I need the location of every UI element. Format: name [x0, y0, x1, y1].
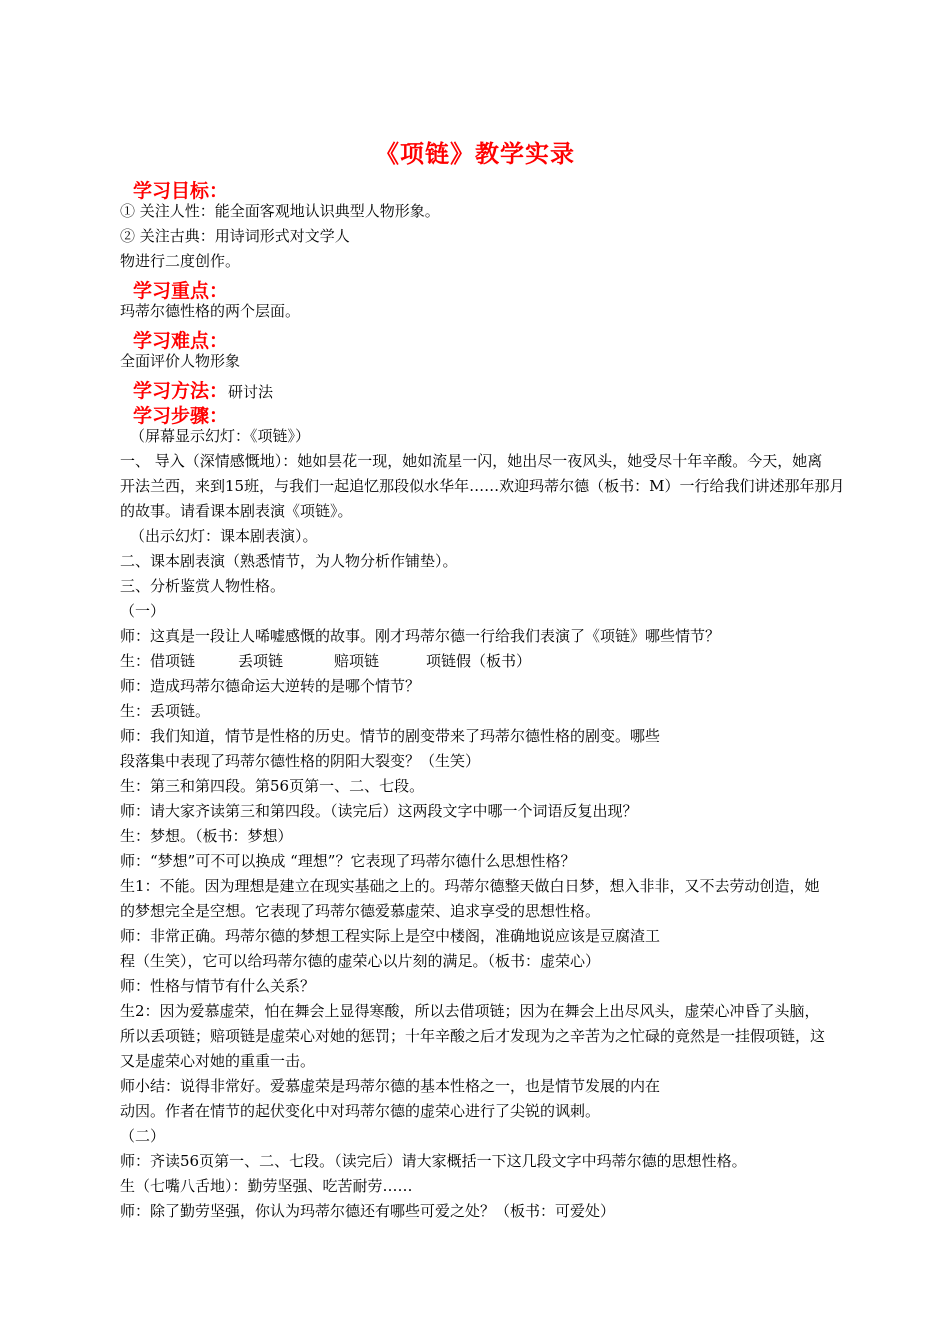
heading-steps: 学习步骤：: [133, 405, 229, 427]
difficulty-text: 全面评价人物形象: [120, 352, 241, 370]
heading-goals: 学习目标：: [133, 180, 229, 202]
plot-item-lose: 丢项链: [238, 652, 284, 670]
paragraph-line: （屏幕显示幻灯：《项链》）: [130, 427, 311, 445]
heading-key-points: 学习重点：: [133, 280, 229, 302]
plot-item-fake: 项链假（板书）: [426, 652, 532, 670]
paragraph-line: 师：请大家齐读第三和第四段。（读完后）这两段文字中哪一个词语反复出现？: [120, 802, 638, 820]
paragraph-line: 动因。作者在情节的起伏变化中对玛蒂尔德的虚荣心进行了尖锐的讽刺。: [120, 1102, 601, 1120]
paragraph-line: 生：梦想。（板书：梦想）: [120, 827, 293, 845]
goal-line-1: ① 关注人性：能全面客观地认识典型人物形象。: [120, 202, 440, 220]
page-title: 《项链》教学实录: [375, 140, 575, 168]
goal-line-3: 物进行二度创作。: [120, 252, 241, 270]
paragraph-line: （出示幻灯：课本剧表演）。: [130, 527, 318, 545]
paragraph-line: 三、分析鉴赏人物性格。: [120, 577, 286, 595]
goal-line-2: ② 关注古典：用诗词形式对文学人: [120, 227, 350, 245]
paragraph-line: 师小结：说得非常好。爱慕虚荣是玛蒂尔德的基本性格之一，也是情节发展的内在: [120, 1077, 661, 1095]
paragraph-line: 师：齐读56页第一、二、七段。（读完后）请大家概括一下这几段文字中玛蒂尔德的思想性格。: [120, 1152, 747, 1170]
paragraph-line: 师：“梦想”可不可以换成 “理想”？它表现了玛蒂尔德什么思想性格？: [120, 852, 576, 870]
method-value: 研讨法: [228, 383, 274, 401]
paragraph-line: 师：非常正确。玛蒂尔德的梦想工程实际上是空中楼阁，准确地说应该是豆腐渣工: [120, 927, 661, 945]
paragraph-line: 生：第三和第四段。第56页第一、二、七段。: [120, 777, 425, 795]
paragraph-line: 的故事。请看课本剧表演《项链》。: [120, 502, 353, 520]
paragraph-line: 的梦想完全是空想。它表现了玛蒂尔德爱慕虚荣、追求享受的思想性格。: [120, 902, 601, 920]
plot-list-line: [120, 651, 531, 671]
paragraph-line: 生1：不能。因为理想是建立在现实基础之上的。玛蒂尔德整天做白日梦，想入非非，又不去劳动创造，她: [120, 877, 820, 895]
plot-item-borrow: 生：借项链: [120, 652, 196, 670]
paragraph-line: 师：造成玛蒂尔德命运大逆转的是哪个情节？: [120, 677, 421, 695]
heading-method-label: 学习方法：: [133, 380, 229, 402]
paragraph-line: 生2：因为爱慕虚荣，怕在舞会上显得寒酸，所以去借项链；因为在舞会上出尽风头，虚荣心冲昏了头脑，: [120, 1002, 820, 1020]
paragraph-line: 段落集中表现了玛蒂尔德性格的阴阳大裂变？（生笑）: [120, 752, 481, 770]
paragraph-line: 程（生笑），它可以给玛蒂尔德的虚荣心以片刻的满足。（板书：虚荣心）: [120, 952, 601, 970]
section-marker: （二）: [120, 1127, 166, 1145]
key-point-text: 玛蒂尔德性格的两个层面。: [120, 302, 301, 320]
heading-method: [133, 376, 273, 403]
paragraph-line: 又是虚荣心对她的重重一击。: [120, 1052, 316, 1070]
heading-difficulty: 学习难点：: [133, 330, 229, 352]
paragraph-line: 二、课本剧表演（熟悉情节，为人物分析作铺垫）。: [120, 552, 458, 570]
plot-item-repay: 赔项链: [334, 652, 380, 670]
paragraph-line: 开法兰西，来到15班，与我们一起追忆那段似水华年……欢迎玛蒂尔德（板书：M）一行给我们讲述那年那月: [120, 477, 845, 495]
paragraph-line: 师：我们知道，情节是性格的历史。情节的剧变带来了玛蒂尔德性格的剧变。哪些: [120, 727, 661, 745]
paragraph-line: 一、 导入（深情感慨地）：她如昙花一现，她如流星一闪，她出尽一夜风头，她受尽十年辛酸。今天，她离: [120, 452, 823, 470]
section-marker: （一）: [120, 602, 166, 620]
paragraph-line: 师：这真是一段让人唏嘘感慨的故事。刚才玛蒂尔德一行给我们表演了《项链》哪些情节？: [120, 627, 721, 645]
paragraph-line: 师：性格与情节有什么关系？: [120, 977, 316, 995]
paragraph-line: 生（七嘴八舌地）：勤劳坚强、吃苦耐劳……: [120, 1177, 413, 1195]
paragraph-line: 所以丢项链；赔项链是虚荣心对她的惩罚；十年辛酸之后才发现为之辛苦为之忙碌的竟然是一挂假项链，这: [120, 1027, 826, 1045]
paragraph-line: 生：丢项链。: [120, 702, 211, 720]
paragraph-line: 师：除了勤劳坚强，你认为玛蒂尔德还有哪些可爱之处？（板书：可爱处）: [120, 1202, 616, 1220]
